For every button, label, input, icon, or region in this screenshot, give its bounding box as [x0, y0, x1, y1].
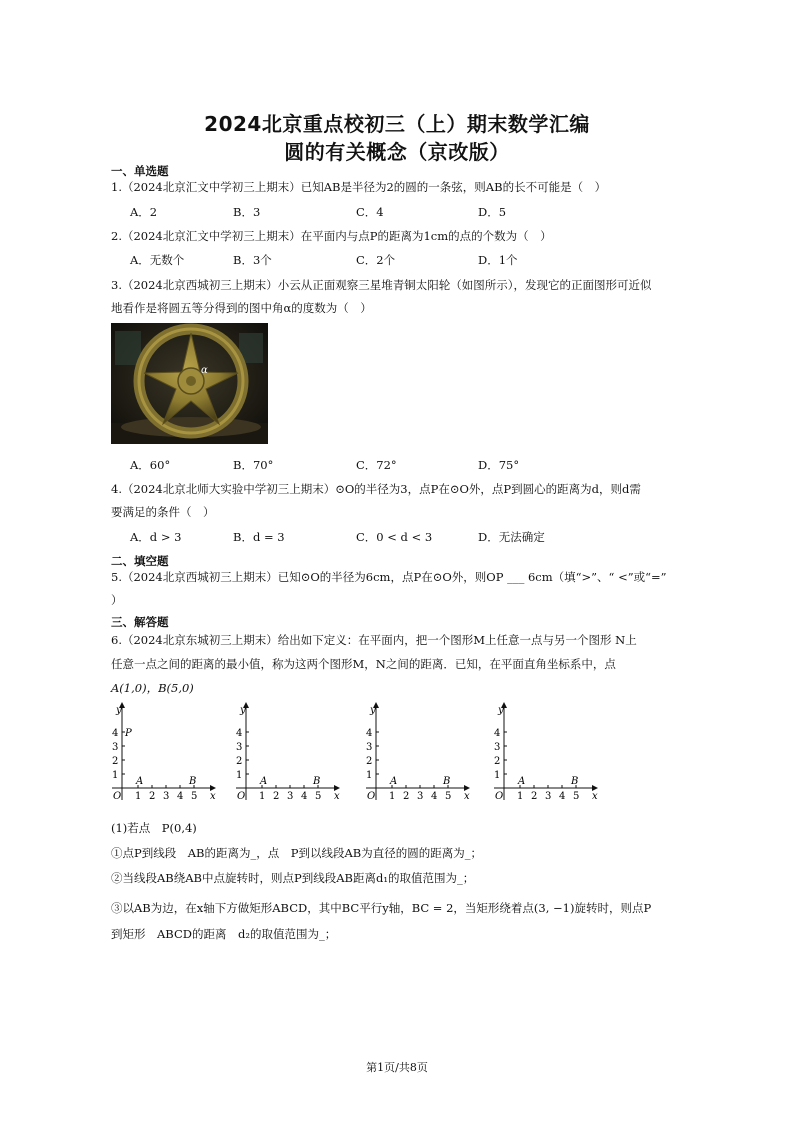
q1-option-c: C．4: [356, 205, 384, 219]
x-tick-3: 3: [417, 791, 424, 802]
point-a-label: A: [136, 776, 144, 787]
question-1-text: 1.（2024北京汇文中学初三上期末）已知AB是半径为2的圆的一条弦，则AB的长不可能是（ ）: [111, 180, 607, 194]
y-tick-4: 4: [494, 728, 501, 739]
x-axis-label: x: [334, 791, 340, 802]
q4-option-d: D．无法确定: [478, 530, 545, 544]
document-subtitle: 圆的有关概念（京改版）: [284, 140, 510, 164]
q3-option-c: C．72°: [356, 458, 397, 472]
point-b-label: B: [189, 776, 197, 787]
section-heading-single-choice: 一、单选题: [111, 164, 169, 178]
x-tick-3: 3: [163, 791, 170, 802]
q4-option-a: A．d > 3: [130, 530, 182, 544]
point-p-label: P: [125, 728, 132, 739]
origin-label: O: [237, 791, 246, 802]
q1-option-d: D．5: [478, 205, 507, 219]
question-4-text-line1: 4.（2024北京北师大实验中学初三上期末）⊙O的半径为3，点P在⊙O外，点P到圆心的距离为d，则d需: [111, 482, 641, 496]
y-axis-label: y: [240, 705, 246, 716]
point-a-label: A: [518, 776, 526, 787]
coordinate-graphs: [110, 700, 610, 808]
origin-label: O: [495, 791, 504, 802]
x-tick-1: 1: [135, 791, 142, 802]
y-tick-2: 2: [236, 756, 243, 767]
x-tick-5: 5: [445, 791, 452, 802]
question-6-sub-3-line2: 到矩形 ABCD的距离 d₂的取值范围为_；: [111, 927, 337, 941]
graph-1: [112, 702, 216, 802]
x-axis-label: x: [210, 791, 216, 802]
y-tick-3: 3: [366, 742, 373, 753]
page-number: 第1页/共8页: [366, 1061, 428, 1074]
origin-label: O: [367, 791, 376, 802]
y-tick-2: 2: [366, 756, 373, 767]
section-heading-fill-in: 二、填空题: [111, 554, 169, 568]
question-4-text-line2: 要满足的条件（ ）: [111, 505, 215, 519]
x-tick-2: 2: [273, 791, 280, 802]
y-tick-2: 2: [112, 756, 119, 767]
y-tick-4: 4: [236, 728, 243, 739]
x-tick-4: 4: [431, 791, 438, 802]
q2-option-a: A．无数个: [130, 253, 185, 267]
graph-2: [236, 702, 340, 802]
question-6-text-line1: 6.（2024北京东城初三上期末）给出如下定义：在平面内，把一个图形M上任意一点与另一个图形 N上: [111, 633, 637, 647]
point-a-label: A: [390, 776, 398, 787]
question-6-part-1: (1)若点 P(0,4): [111, 821, 197, 835]
y-tick-1: 1: [112, 770, 119, 781]
x-tick-4: 4: [301, 791, 308, 802]
y-tick-4: 4: [112, 728, 119, 739]
y-tick-1: 1: [366, 770, 373, 781]
y-tick-4: 4: [366, 728, 373, 739]
x-tick-5: 5: [191, 791, 198, 802]
y-tick-2: 2: [494, 756, 501, 767]
q2-option-d: D．1个: [478, 253, 518, 267]
y-tick-3: 3: [494, 742, 501, 753]
alpha-angle-label: α: [201, 365, 208, 376]
question-6-sub-2: ②当线段AB绕AB中点旋转时，则点P到线段AB距离d₁的取值范围为_；: [111, 871, 475, 885]
q3-option-d: D．75°: [478, 458, 520, 472]
x-axis-label: x: [592, 791, 598, 802]
question-3-text-line2: 地看作是将圆五等分得到的图中角α的度数为（ ）: [111, 301, 372, 315]
x-tick-5: 5: [573, 791, 580, 802]
q2-option-c: C．2个: [356, 253, 396, 267]
q2-option-b: B．3个: [233, 253, 272, 267]
question-5-text-line1: 5.（2024北京西城初三上期末）已知⊙O的半径为6cm，点P在⊙O外，则OP ___ 6cm（填“>”、“ <”或“=”: [111, 570, 667, 584]
question-6-text-line3: A(1,0)，B(5,0): [111, 681, 194, 695]
x-tick-3: 3: [545, 791, 552, 802]
y-tick-1: 1: [494, 770, 501, 781]
document-title: 2024北京重点校初三（上）期末数学汇编: [204, 112, 590, 136]
y-axis-label: y: [116, 705, 122, 716]
origin-label: O: [113, 791, 122, 802]
q3-option-a: A．60°: [130, 458, 171, 472]
x-axis-label: x: [464, 791, 470, 802]
q1-option-a: A．2: [130, 205, 158, 219]
question-3-text-line1: 3.（2024北京西城初三上期末）小云从正面观察三星堆青铜太阳轮（如图所示），发现它的正面图形可近似: [111, 278, 652, 292]
point-b-label: B: [571, 776, 579, 787]
q1-option-b: B．3: [233, 205, 261, 219]
y-tick-3: 3: [236, 742, 243, 753]
graph-4: [494, 702, 598, 802]
question-5-text-line2: ）: [111, 593, 123, 607]
point-b-label: B: [313, 776, 321, 787]
x-tick-1: 1: [389, 791, 396, 802]
x-tick-2: 2: [531, 791, 538, 802]
x-tick-3: 3: [287, 791, 294, 802]
q4-option-b: B．d = 3: [233, 530, 285, 544]
y-tick-3: 3: [112, 742, 119, 753]
x-tick-5: 5: [315, 791, 322, 802]
question-6-sub-1: ①点P到线段 AB的距离为_，点 P到以线段AB为直径的圆的距离为_；: [111, 846, 482, 860]
question-2-text: 2.（2024北京汇文中学初三上期末）在平面内与点P的距离为1cm的点的个数为（ ）: [111, 229, 552, 243]
x-tick-4: 4: [177, 791, 184, 802]
x-tick-4: 4: [559, 791, 566, 802]
section-heading-solution: 三、解答题: [111, 615, 169, 629]
point-b-label: B: [443, 776, 451, 787]
question-6-sub-3-line1: ③以AB为边，在x轴下方做矩形ABCD，其中BC平行y轴，BC = 2，当矩形绕着点(3, −1)旋转时，则点P: [111, 901, 652, 915]
x-tick-1: 1: [259, 791, 266, 802]
x-tick-1: 1: [517, 791, 524, 802]
question-6-text-line2: 任意一点之间的距离的最小值，称为这两个图形M，N之间的距离．已知，在平面直角坐标系中，点: [111, 657, 616, 671]
graph-3: [366, 702, 470, 802]
y-axis-label: y: [498, 705, 504, 716]
q3-option-b: B．70°: [233, 458, 274, 472]
x-tick-2: 2: [149, 791, 156, 802]
y-axis-label: y: [370, 705, 376, 716]
y-tick-1: 1: [236, 770, 243, 781]
x-tick-2: 2: [403, 791, 410, 802]
sun-wheel-photo: [111, 323, 268, 444]
q4-option-c: C．0 < d < 3: [356, 530, 433, 544]
point-a-label: A: [260, 776, 268, 787]
